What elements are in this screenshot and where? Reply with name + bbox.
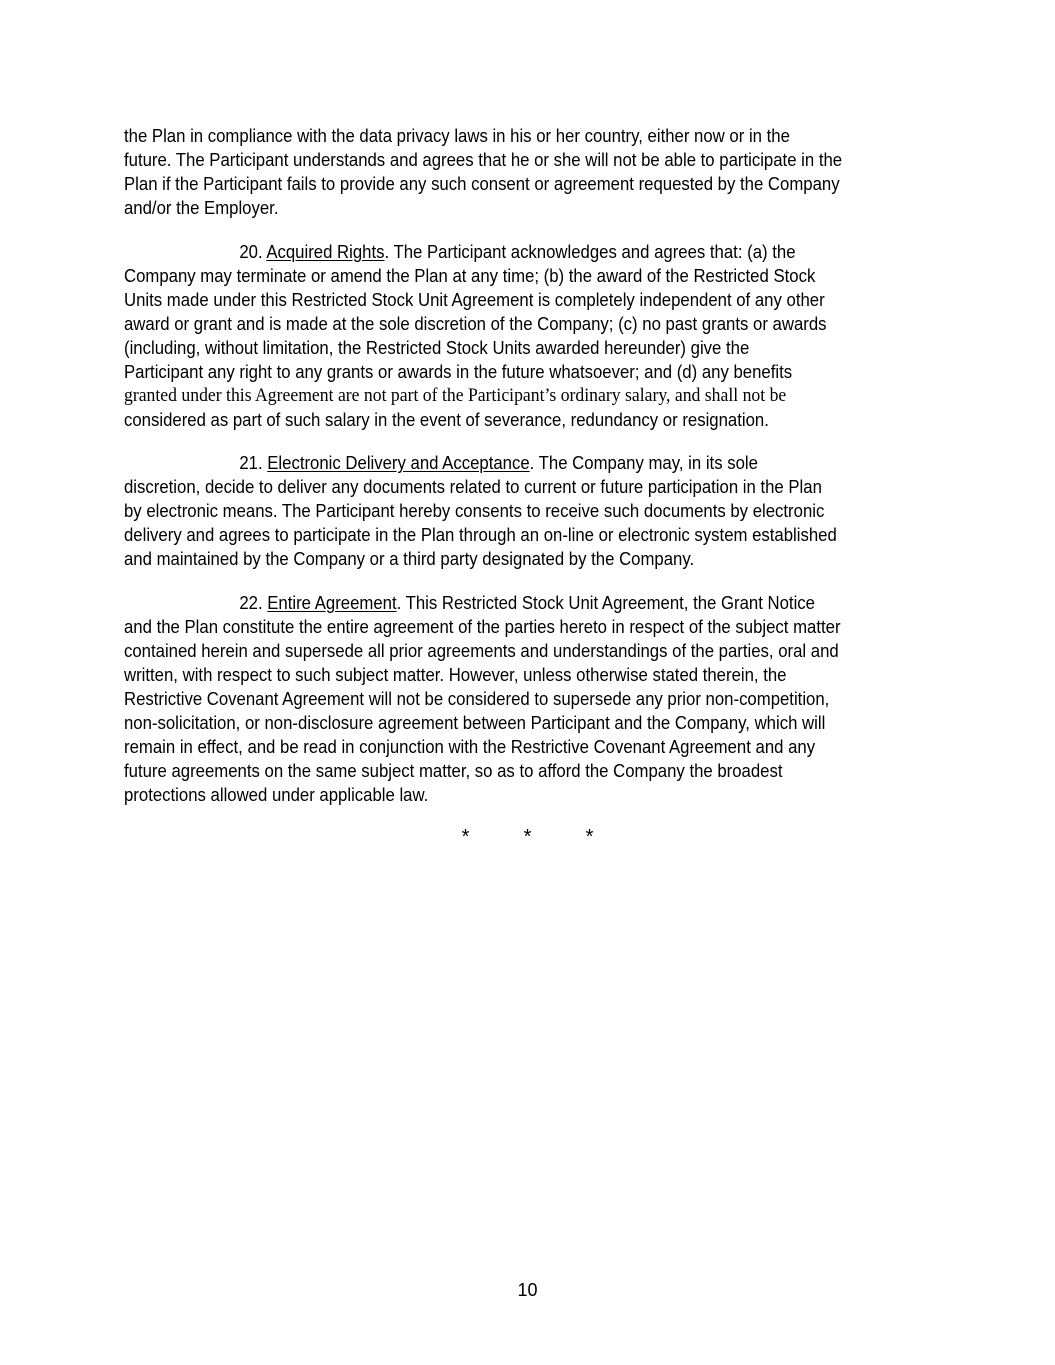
section-20-acquired-rights xyxy=(124,240,879,432)
text-line: Company may terminate or amend the Plan at any time; (b) the award of the Restricted Stock xyxy=(124,266,816,286)
page-number: 10 xyxy=(517,1280,538,1300)
text-line: non-solicitation, or non-disclosure agreement between Participant and the Company, which will xyxy=(124,713,826,733)
text-line: and/or the Employer. xyxy=(124,198,279,218)
separator-star: * xyxy=(461,826,470,848)
text-line: future agreements on the same subject matter, so as to afford the Company the broadest xyxy=(124,761,783,781)
text-line: discretion, decide to deliver any documents related to current or future participation in the Plan xyxy=(124,477,822,497)
section-22-entire-agreement xyxy=(124,591,879,807)
section-heading: Entire Agreement xyxy=(267,593,397,613)
text-line: protections allowed under applicable law. xyxy=(124,785,429,805)
text-line: granted under this Agreement are not part of the Participant’s ordinary salary, and shall not be xyxy=(124,385,787,406)
text-line: and maintained by the Company or a third party designated by the Company. xyxy=(124,549,695,569)
text-line: (including, without limitation, the Restricted Stock Units awarded hereunder) give the xyxy=(124,338,750,358)
text-line: contained herein and supersede all prior agreements and understandings of the parties, oral and xyxy=(124,641,839,661)
section-number: 22. xyxy=(239,593,263,613)
text-line: and the Plan constitute the entire agreement of the parties hereto in respect of the subject matter xyxy=(124,617,841,637)
text-line: award or grant and is made at the sole discretion of the Company; (c) no past grants or awards xyxy=(124,314,827,334)
section-21-electronic-delivery xyxy=(124,451,879,571)
section-first-line xyxy=(124,240,879,264)
section-first-line-text: . This Restricted Stock Unit Agreement, the Grant Notice xyxy=(396,593,815,613)
section-number: 21. xyxy=(239,453,263,473)
text-line: delivery and agrees to participate in the Plan through an on-line or electronic system established xyxy=(124,525,837,545)
separator-star: * xyxy=(585,826,594,848)
text-line: Participant any right to any grants or awards in the future whatsoever; and (d) any benefits xyxy=(124,362,793,382)
text-line: the Plan in compliance with the data privacy laws in his or her country, either now or in the xyxy=(124,126,790,146)
text-line: future. The Participant understands and agrees that he or she will not be able to participate in the xyxy=(124,150,843,170)
text-line: Plan if the Participant fails to provide any such consent or agreement requested by the Company xyxy=(124,174,840,194)
section-number: 20. xyxy=(239,242,263,262)
section-first-line xyxy=(124,591,879,615)
section-heading: Acquired Rights xyxy=(266,242,385,262)
section-first-line-text: . The Company may, in its sole xyxy=(529,453,758,473)
text-line: written, with respect to such subject matter. However, unless otherwise stated therein, the xyxy=(124,665,787,685)
section-separator xyxy=(0,826,1055,849)
text-line: by electronic means. The Participant hereby consents to receive such documents by electronic xyxy=(124,501,825,521)
text-line: Restrictive Covenant Agreement will not be considered to supersede any prior non-competition, xyxy=(124,689,830,709)
text-line: remain in effect, and be read in conjunction with the Restrictive Covenant Agreement and any xyxy=(124,737,816,757)
paragraph-intro xyxy=(124,124,879,220)
section-heading: Electronic Delivery and Acceptance xyxy=(267,453,530,473)
text-line: considered as part of such salary in the event of severance, redundancy or resignation. xyxy=(124,410,769,430)
text-line: Units made under this Restricted Stock Unit Agreement is completely independent of any other xyxy=(124,290,825,310)
section-first-line xyxy=(124,451,879,475)
section-first-line-text: . The Participant acknowledges and agrees that: (a) the xyxy=(384,242,796,262)
separator-star: * xyxy=(523,826,532,848)
